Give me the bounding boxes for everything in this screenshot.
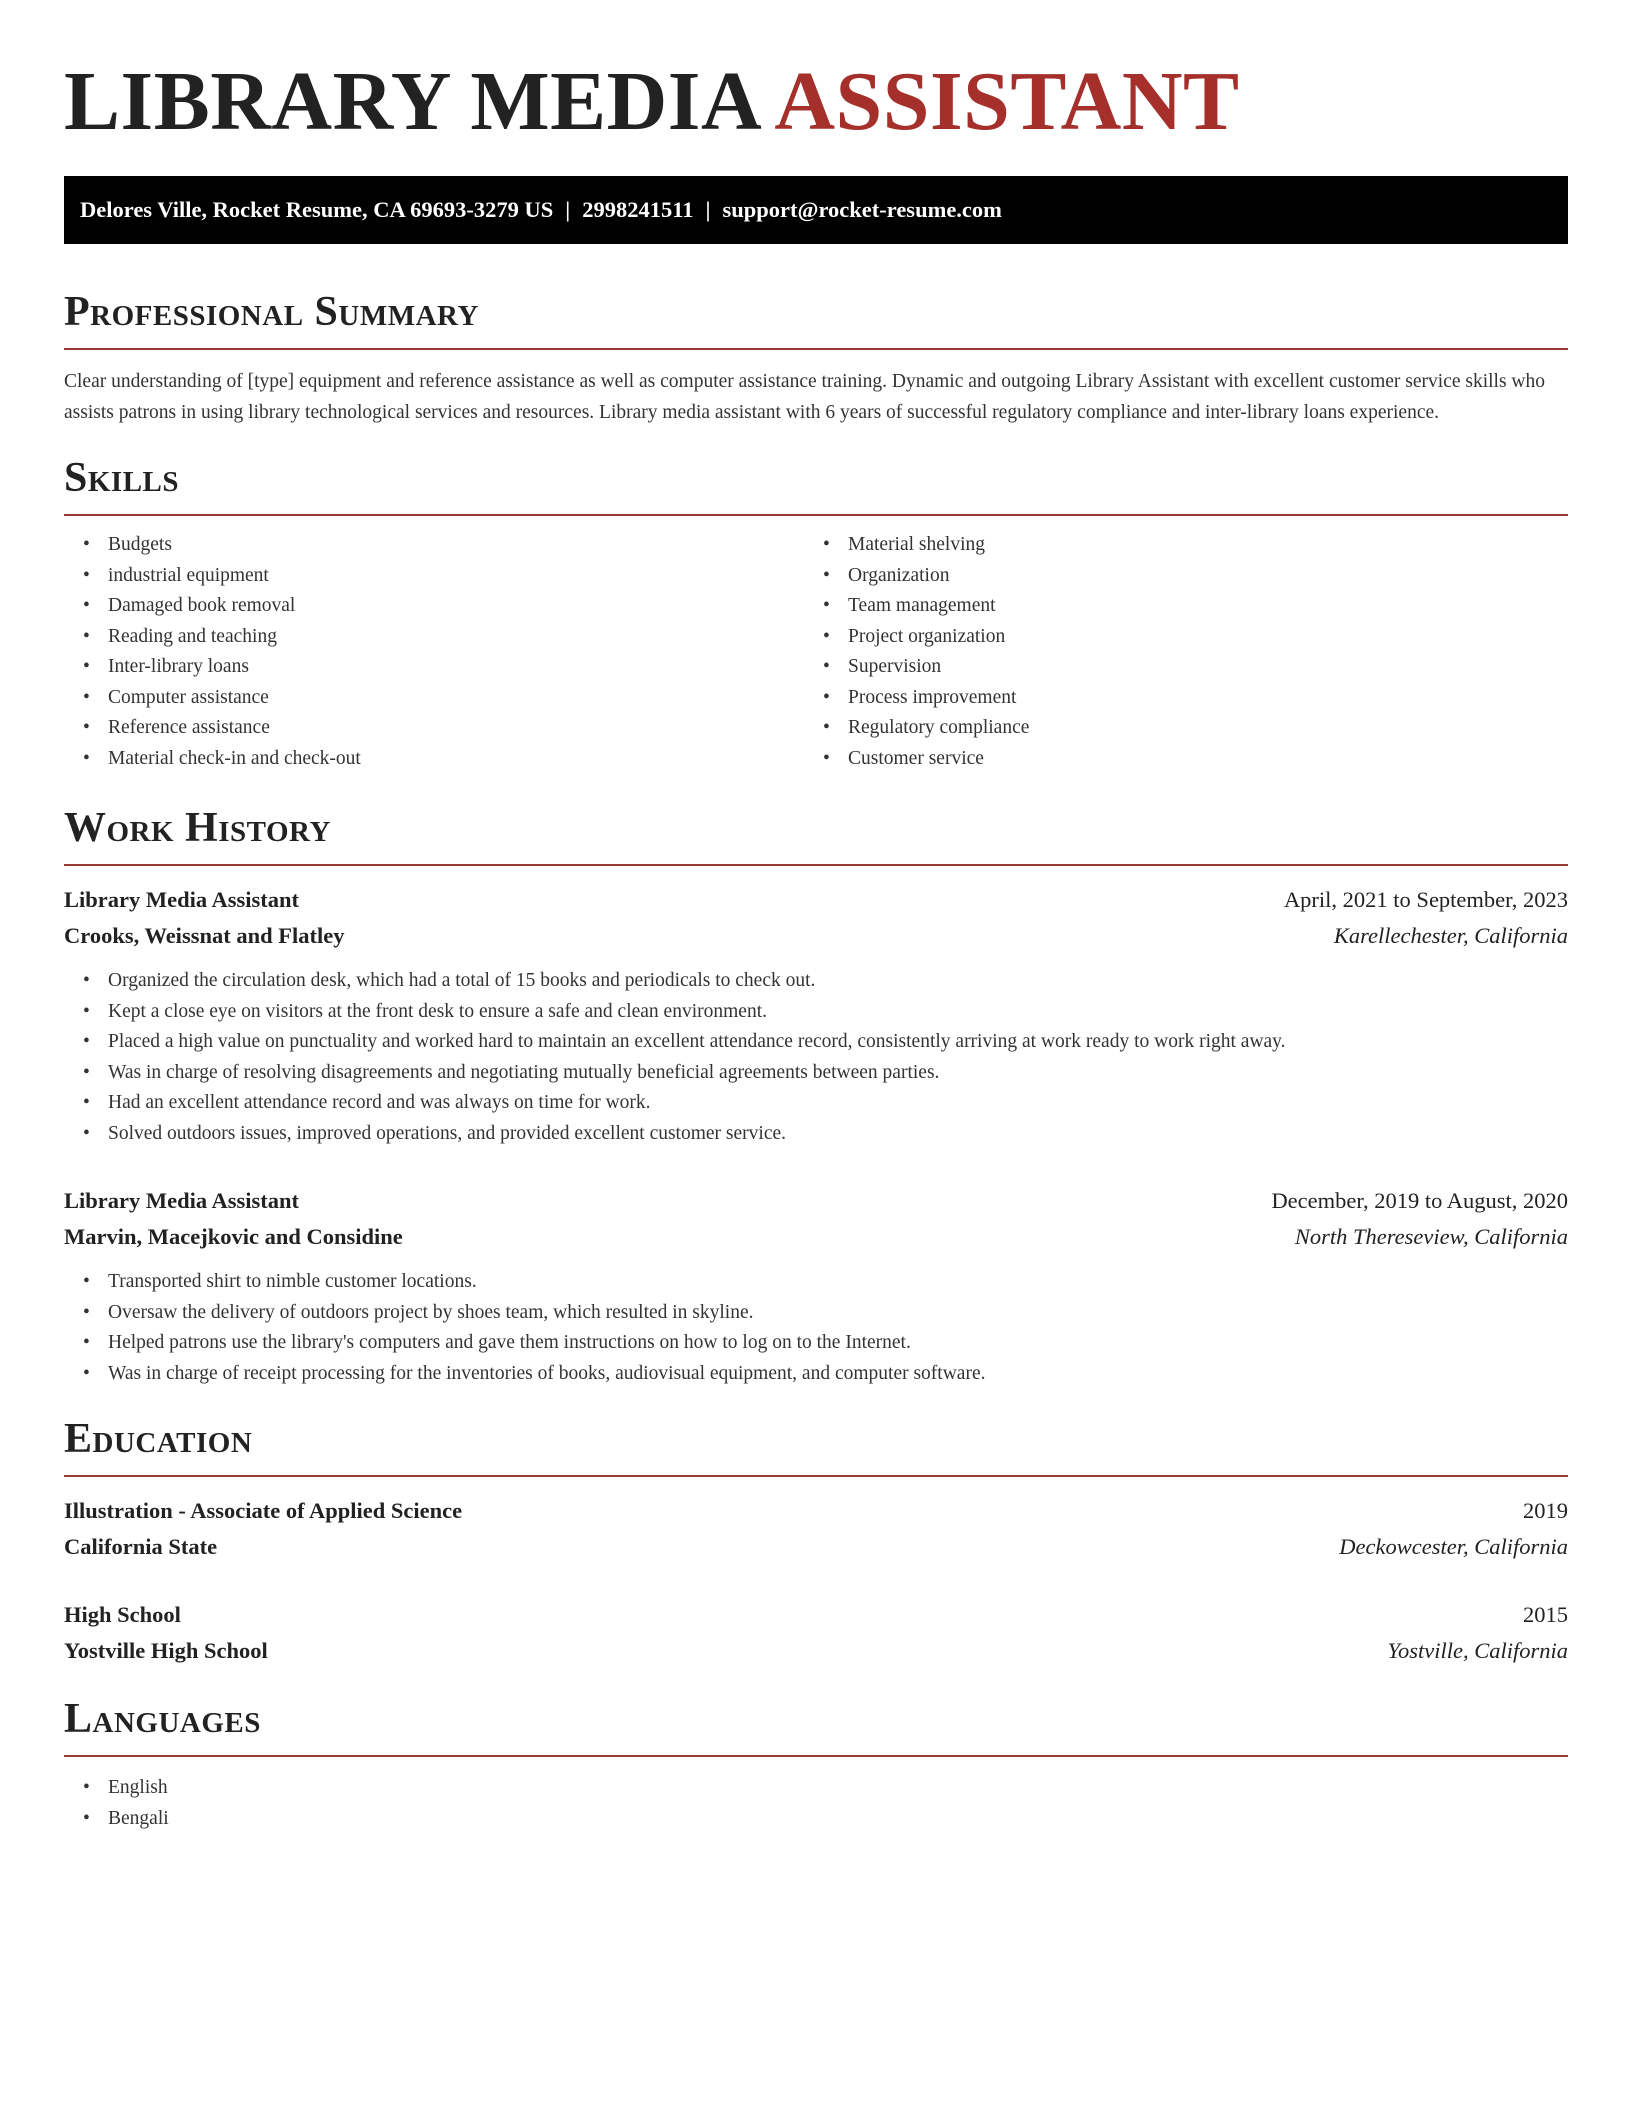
- education-degree: Illustration - Associate of Applied Science: [64, 1498, 463, 1523]
- summary-text: Clear understanding of [type] equipment and reference assistance as well as computer assistance training. Dynamic and outgoing Library Assistant with excellent customer service skills who assists patrons in using library technological services and resources. Library media assistant with 6 years of successful regulatory compliance and inter-library loans experience.: [64, 371, 1546, 423]
- education-degree: High School: [64, 1602, 181, 1627]
- job-bullet: • Solved outdoors issues, improved operations, and provided excellent customer service.: [108, 1119, 1568, 1150]
- skill-item: • Regulatory compliance: [848, 713, 1544, 744]
- language-item: • Bengali: [108, 1804, 1568, 1835]
- education-school: California State: [64, 1534, 218, 1559]
- skill-item: • Damaged book removal: [108, 591, 804, 622]
- title-part-2: ASSISTANT: [774, 55, 1240, 148]
- skill-item: • Budgets: [108, 530, 804, 561]
- skill-item: • Reference assistance: [108, 713, 804, 744]
- education-header-row: [64, 1493, 1568, 1529]
- section-heading-summary: Professional Summary: [64, 289, 479, 335]
- skills-list-right: [804, 530, 1544, 774]
- section-divider: [64, 1475, 1568, 1477]
- job-company-row: [64, 1219, 1568, 1255]
- education-school-row: [64, 1633, 1568, 1669]
- section-heading-work: Work History: [64, 805, 331, 851]
- skill-item: • industrial equipment: [108, 561, 804, 592]
- section-divider: [64, 348, 1568, 350]
- job-entry: [64, 1183, 1568, 1389]
- skill-item: • Team management: [848, 591, 1544, 622]
- contact-separator: |: [565, 197, 571, 222]
- education-location: Deckowcester, California: [1339, 1534, 1568, 1559]
- job-bullet: • Transported shirt to nimble customer locations.: [108, 1267, 1568, 1298]
- skills-columns: [64, 530, 1568, 774]
- job-bullet: • Kept a close eye on visitors at the front desk to ensure a safe and clean environment.: [108, 997, 1568, 1028]
- skill-item: • Project organization: [848, 622, 1544, 653]
- job-bullet: • Organized the circulation desk, which had a total of 15 books and periodicals to check out.: [108, 966, 1568, 997]
- education-school-row: [64, 1529, 1568, 1565]
- job-header-row: [64, 882, 1568, 918]
- language-item: • English: [108, 1773, 1568, 1804]
- education-entry: [64, 1597, 1568, 1669]
- skills-column-right: [804, 530, 1544, 774]
- skills-section: [64, 452, 1568, 774]
- summary-section: [64, 286, 1568, 428]
- languages-section: [64, 1693, 1568, 1834]
- job-entry: [64, 882, 1568, 1149]
- section-heading-skills: Skills: [64, 455, 180, 501]
- skill-item: • Reading and teaching: [108, 622, 804, 653]
- skill-item: • Supervision: [848, 652, 1544, 683]
- skill-item: • Material shelving: [848, 530, 1544, 561]
- job-bullets: [64, 1267, 1568, 1389]
- job-title: Library Media Assistant: [64, 887, 300, 912]
- contact-separator: |: [705, 197, 711, 222]
- job-title: Library Media Assistant: [64, 1188, 300, 1213]
- skill-item: • Computer assistance: [108, 683, 804, 714]
- contact-phone: 2998241511: [582, 197, 694, 222]
- skills-list-left: [64, 530, 804, 774]
- job-location: Karellechester, California: [1333, 923, 1568, 948]
- section-divider: [64, 514, 1568, 516]
- skill-item: • Customer service: [848, 744, 1544, 775]
- job-bullet: • Helped patrons use the library's computers and gave them instructions on how to log on to the Internet.: [108, 1328, 1568, 1359]
- job-bullet: • Was in charge of resolving disagreements and negotiating mutually beneficial agreements between parties.: [108, 1058, 1568, 1089]
- skill-item: • Process improvement: [848, 683, 1544, 714]
- skill-item: • Inter-library loans: [108, 652, 804, 683]
- languages-list: [64, 1773, 1568, 1834]
- resume-title: [64, 0, 1568, 152]
- job-location: North Thereseview, California: [1294, 1224, 1568, 1249]
- education-year: 2019: [1523, 1498, 1568, 1523]
- education-section: [64, 1413, 1568, 1669]
- job-header-row: [64, 1183, 1568, 1219]
- job-bullet: • Was in charge of receipt processing for the inventories of books, audiovisual equipment, and computer software.: [108, 1359, 1568, 1390]
- title-part-1: LIBRARY MEDIA: [64, 55, 758, 148]
- education-year: 2015: [1523, 1602, 1568, 1627]
- education-header-row: [64, 1597, 1568, 1633]
- job-company: Crooks, Weissnat and Flatley: [64, 923, 345, 948]
- job-bullet: • Placed a high value on punctuality and worked hard to maintain an excellent attendance record, consistently arriving at work ready to work right away.: [108, 1027, 1568, 1058]
- contact-bar: [64, 176, 1568, 244]
- contact-email: support@rocket-resume.com: [722, 197, 1002, 222]
- job-dates: December, 2019 to August, 2020: [1271, 1188, 1568, 1213]
- education-entry: [64, 1493, 1568, 1565]
- education-school: Yostville High School: [64, 1638, 268, 1663]
- job-dates: April, 2021 to September, 2023: [1283, 887, 1568, 912]
- section-heading-languages: Languages: [64, 1696, 261, 1742]
- skill-item: • Organization: [848, 561, 1544, 592]
- job-bullet: • Had an excellent attendance record and was always on time for work.: [108, 1088, 1568, 1119]
- section-divider: [64, 864, 1568, 866]
- resume-page: [64, 0, 1568, 1834]
- job-bullet: • Oversaw the delivery of outdoors project by shoes team, which resulted in skyline.: [108, 1298, 1568, 1329]
- section-heading-education: Education: [64, 1416, 253, 1462]
- contact-address: Delores Ville, Rocket Resume, CA 69693-3279 US: [80, 197, 554, 222]
- job-bullets: [64, 966, 1568, 1149]
- work-history-section: [64, 802, 1568, 1389]
- skills-column-left: [64, 530, 804, 774]
- job-company-row: [64, 918, 1568, 954]
- skill-item: • Material check-in and check-out: [108, 744, 804, 775]
- education-location: Yostville, California: [1387, 1638, 1568, 1663]
- job-company: Marvin, Macejkovic and Considine: [64, 1224, 403, 1249]
- section-divider: [64, 1755, 1568, 1757]
